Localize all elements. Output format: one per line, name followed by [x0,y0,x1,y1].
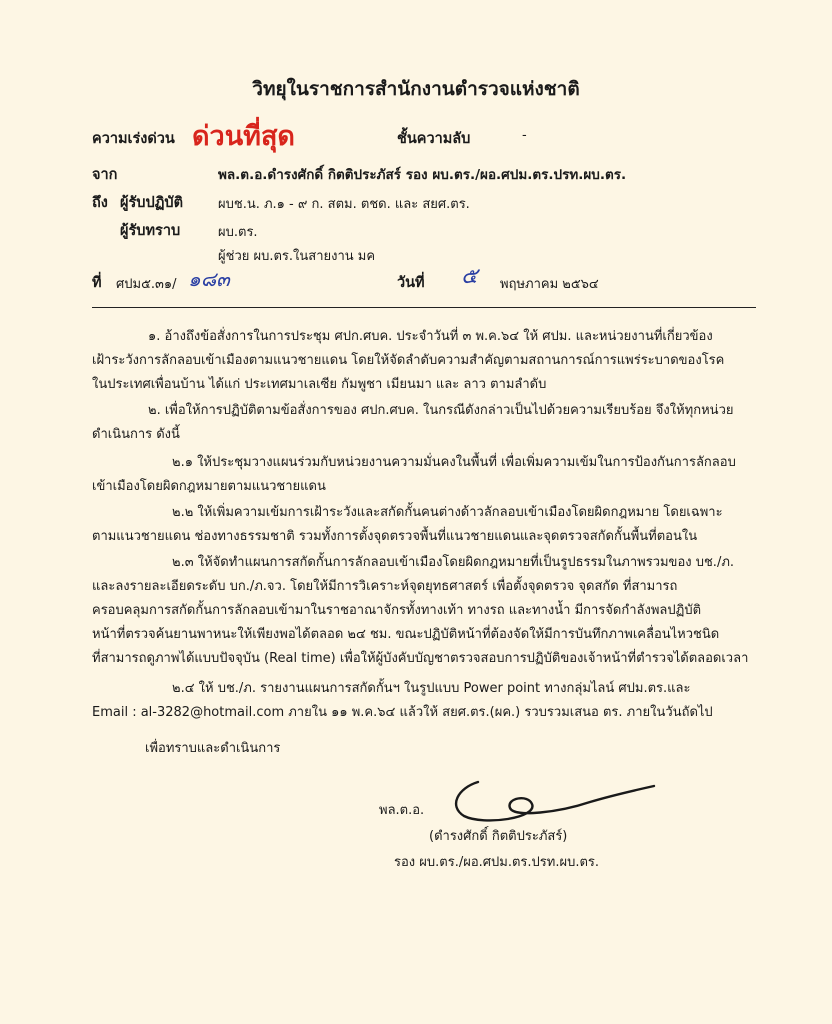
para-1-line-3: ในประเทศเพื่อนบ้าน ได้แก่ ประเทศมาเลเซีย กัมพูชา เมียนมา และ ลาว ตามลำดับ [92,377,547,392]
item-2-3-line-4: หน้าที่ตรวจค้นยานพาหนะให้เพียงพอได้ตลอด ๒๔ ชม. ขณะปฏิบัติหน้าที่ต้องจัดให้มีการบันทึกภาพเคลื่อนไหวชนิด [92,627,720,642]
secrecy-value: - [522,128,527,143]
from-value: พล.ต.อ.ดำรงศักดิ์ กิตติประภัสร์ รอง ผบ.ตร./ผอ.ศปม.ตร.ปรท.ผบ.ตร. [218,167,627,183]
para-1-line-1: ๑. อ้างถึงข้อสั่งการในการประชุม ศปก.ศบค. ประจำวันที่ ๓ พ.ค.๖๔ ให้ ศปม. และหน่วยงานที่เกี่ยวข้อง [148,329,713,344]
item-2-3-line-3: ครอบคลุมการสกัดกั้นการลักลอบเข้ามาในราชอาณาจักรทั้งทางเท้า ทางรถ และทางน้ำ มีการจัดกำลังพลปฏิบัติ [92,603,702,618]
signatory-name: (ดำรงศักดิ์ กิตติประภัสร์) [429,829,568,844]
signatory-position: รอง ผบ.ตร./ผอ.ศปม.ตร.ปรท.ผบ.ตร. [394,855,600,870]
date-label: วันที่ [397,275,425,291]
info-recipients-label: ผู้รับทราบ [120,223,181,239]
header-divider [92,307,756,308]
secrecy-label: ชั้นความลับ [397,131,471,147]
doc-number-prefix: ศปม๕.๓๑/ [116,277,177,292]
action-recipients-label: ผู้รับปฏิบัติ [120,195,184,211]
action-recipients-value: ผบช.น. ภ.๑ - ๙ ก. สตม. ตชด. และ สยศ.ตร. [218,197,470,212]
para-2-line-2: ดำเนินการ ดังนี้ [92,427,180,442]
item-2-2-line-1: ๒.๒ ให้เพิ่มความเข้มการเฝ้าระวังและสกัดกั้นคนต่างด้าวลักลอบเข้าเมืองโดยผิดกฎหมาย โดยเฉพาะ [172,505,723,520]
para-1-line-2: เฝ้าระวังการลักลอบเข้าเมืองตามแนวชายแดน โดยให้จัดลำดับความสำคัญตามสถานการณ์การแพร่ระบาดของโรค [92,353,725,368]
date-day-handwritten: ๕ [461,264,478,289]
to-label: ถึง [92,195,108,211]
info-recipient-2: ผู้ช่วย ผบ.ตร.ในสายงาน มค [218,249,376,264]
doc-number-label: ที่ [92,275,102,291]
item-2-1-line-1: ๒.๑ ให้ประชุมวางแผนร่วมกับหน่วยงานความมั่นคงในพื้นที่ เพื่อเพิ่มความเข้มในการป้องกันการลักลอบ [172,455,736,470]
closing-line: เพื่อทราบและดำเนินการ [145,741,281,756]
para-2-line-1: ๒. เพื่อให้การปฏิบัติตามข้อสั่งการของ ศปก.ศบค. ในกรณีดังกล่าวเป็นไปด้วยความเรียบร้อย จึงให้ทุกหน่วย [148,403,734,418]
doc-number-handwritten: ๑๘๓ [188,267,230,291]
from-label: จาก [92,167,118,183]
signatory-rank: พล.ต.อ. [379,803,425,818]
item-2-3-line-2: และลงรายละเอียดระดับ บก./ภ.จว. โดยให้มีการวิเคราะห์จุดยุทธศาสตร์ เพื่อตั้งจุดตรวจ จุดสกัด ที่สามารถ [92,579,678,594]
item-2-4-line-1: ๒.๔ ให้ บช./ภ. รายงานแผนการสกัดกั้นฯ ในรูปแบบ Power point ทางกลุ่มไลน์ ศปม.ตร.และ [172,681,691,696]
item-2-4-line-2: Email : al-3282@hotmail.com ภายใน ๑๑ พ.ค.๖๔ แล้วให้ สยศ.ตร.(ผค.) รวบรวมเสนอ ตร. ภายในวันถัดไป [92,705,713,720]
urgency-stamp: ด่วนที่สุด [192,121,295,152]
item-2-3-line-5: ที่สามารถดูภาพได้แบบปัจจุบัน (Real time) เพื่อให้ผู้บังคับบัญชาตรวจสอบการปฏิบัติของเจ้าหน้าที่ตำรวจได้ตลอดเวลา [92,651,749,666]
info-recipient-1: ผบ.ตร. [218,225,258,240]
date-month-year: พฤษภาคม ๒๕๖๔ [500,277,599,292]
item-2-2-line-2: ตามแนวชายแดน ช่องทางธรรมชาติ รวมทั้งการตั้งจุดตรวจพื้นที่แนวชายแดนและจุดตรวจสกัดกั้นพื้นที่ตอนใน [92,529,698,544]
item-2-3-line-1: ๒.๓ ให้จัดทำแผนการสกัดกั้นการลักลอบเข้าเมืองโดยผิดกฎหมายที่เป็นรูปธรรมในภาพรวมของ บช./ภ. [172,555,735,570]
document-title: วิทยุในราชการสำนักงานตำรวจแห่งชาติ [252,78,580,100]
urgency-label: ความเร่งด่วน [92,131,175,147]
item-2-1-line-2: เข้าเมืองโดยผิดกฎหมายตามแนวชายแดน [92,479,326,494]
